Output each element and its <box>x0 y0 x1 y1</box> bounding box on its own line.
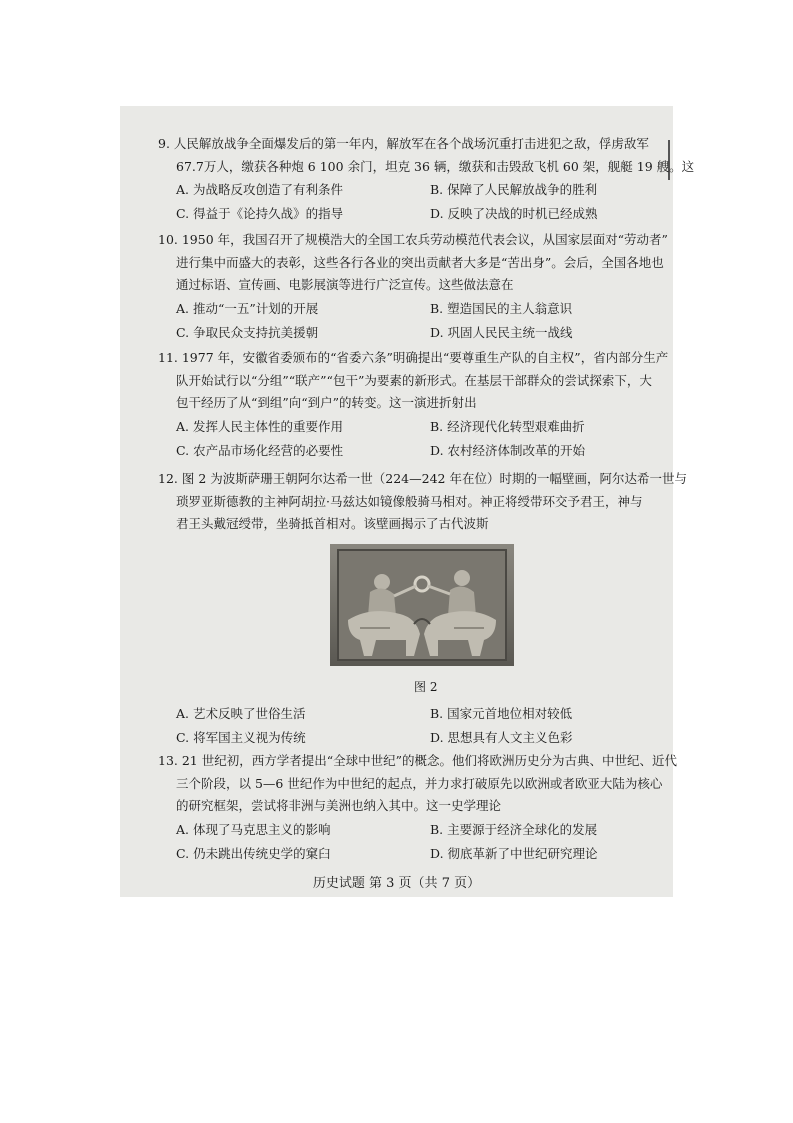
question-12-line-2: 琐罗亚斯德教的主神阿胡拉·马兹达如镜像般骑马相对。神正将绶带环交予君王，神与 <box>176 493 643 509</box>
question-12-options <box>158 702 678 750</box>
option-b: B. 保障了人民解放战争的胜利 <box>430 182 598 197</box>
question-9 <box>158 133 695 226</box>
option-b: B. 主要源于经济全球化的发展 <box>430 821 598 837</box>
question-12 <box>158 468 687 536</box>
relief-carving-illustration <box>330 544 514 666</box>
option-a: A. 艺术反映了世俗生活 <box>176 706 306 721</box>
question-11 <box>158 347 678 463</box>
question-9-line-1: 9. 人民解放战争全面爆发后的第一年内，解放军在各个战场沉重打击进犯之敌，俘虏敌军 <box>158 136 649 151</box>
option-c: C. 得益于《论持久战》的指导 <box>176 206 344 221</box>
question-11-line-2: 队开始试行以“分组”“联产”“包干”为要素的新形式。在基层干部群众的尝试探索下，大 <box>176 372 652 388</box>
option-c: C. 争取民众支持抗美援朝 <box>176 324 319 340</box>
question-11-options-row-1 <box>158 415 678 439</box>
question-13 <box>158 750 678 866</box>
option-d: D. 巩固人民民主统一战线 <box>430 324 573 340</box>
question-12-options-row-1 <box>158 702 678 726</box>
relief-photo-image <box>330 544 514 666</box>
option-d: D. 彻底革新了中世纪研究理论 <box>430 845 598 861</box>
option-a: A. 为战略反攻创造了有利条件 <box>176 182 343 197</box>
question-10-line-2: 进行集中而盛大的表彰，这些各行各业的突出贡献者大多是“苦出身”。会后，全国各地也 <box>176 254 664 270</box>
question-12-line-1: 12. 图 2 为波斯萨珊王朝阿尔达希一世（224—242 年在位）时期的一幅壁画，阿尔达希一世与 <box>158 471 687 486</box>
question-13-options-row-2 <box>158 842 678 866</box>
option-c: C. 将军国主义视为传统 <box>176 730 306 745</box>
option-c: C. 仍未跳出传统史学的窠臼 <box>176 845 331 861</box>
question-10-line-3: 通过标语、宣传画、电影展演等进行广泛宣传。这些做法意在 <box>176 277 514 292</box>
question-13-options-row-1 <box>158 818 678 842</box>
option-b: B. 国家元首地位相对较低 <box>430 706 573 721</box>
option-d: D. 思想具有人文主义色彩 <box>430 730 573 745</box>
question-11-line-3: 包干经历了从“到组”向“到户”的转变。这一演进折射出 <box>176 395 477 410</box>
question-9-line-2: 67.7万人，缴获各种炮 6 100 余门，坦克 36 辆，缴获和击毁敌飞机 60 架，舰艇 19 艘。这 <box>176 158 695 174</box>
option-a: A. 发挥人民主体性的重要作用 <box>176 418 343 434</box>
option-a: A. 推动“一五”计划的开展 <box>176 300 319 316</box>
option-b: B. 经济现代化转型艰难曲折 <box>430 418 585 434</box>
question-10-line-1: 10. 1950 年，我国召开了规模浩大的全国工农兵劳动模范代表会议，从国家层面对“劳动者” <box>158 232 668 247</box>
question-13-line-2: 三个阶段，以 5—6 世纪作为中世纪的起点，并力求打破原先以欧洲或者欧亚大陆为核心 <box>176 775 663 791</box>
option-d: D. 反映了决战的时机已经成熟 <box>430 206 598 221</box>
page-footer: 历史试题 第 3 页（共 7 页） <box>312 876 481 891</box>
question-9-options-row-2 <box>158 202 678 226</box>
question-13-line-3: 的研究框架，尝试将非洲与美洲也纳入其中。这一史学理论 <box>176 798 502 813</box>
option-b: B. 塑造国民的主人翁意识 <box>430 300 573 316</box>
question-9-options-row-1 <box>158 178 678 202</box>
question-12-options-row-2 <box>158 726 678 750</box>
question-11-line-1: 11. 1977 年，安徽省委颁布的“省委六条”明确提出“要尊重生产队的自主权”，省内部分生产 <box>158 350 669 365</box>
question-10-options-row-2 <box>158 321 678 345</box>
question-13-line-1: 13. 21 世纪初，西方学者提出“全球中世纪”的概念。他们将欧洲历史分为古典、中世纪、近代 <box>158 753 678 768</box>
figure-caption: 图 2 <box>414 680 438 694</box>
question-10 <box>158 229 678 345</box>
question-11-options-row-2 <box>158 439 678 463</box>
option-a: A. 体现了马克思主义的影响 <box>176 821 331 837</box>
question-10-options-row-1 <box>158 297 678 321</box>
option-c: C. 农产品市场化经营的必要性 <box>176 442 344 458</box>
question-12-line-3: 君王头戴冠绶带，坐骑抵首相对。该壁画揭示了古代波斯 <box>176 516 489 531</box>
option-d: D. 农村经济体制改革的开始 <box>430 442 586 458</box>
